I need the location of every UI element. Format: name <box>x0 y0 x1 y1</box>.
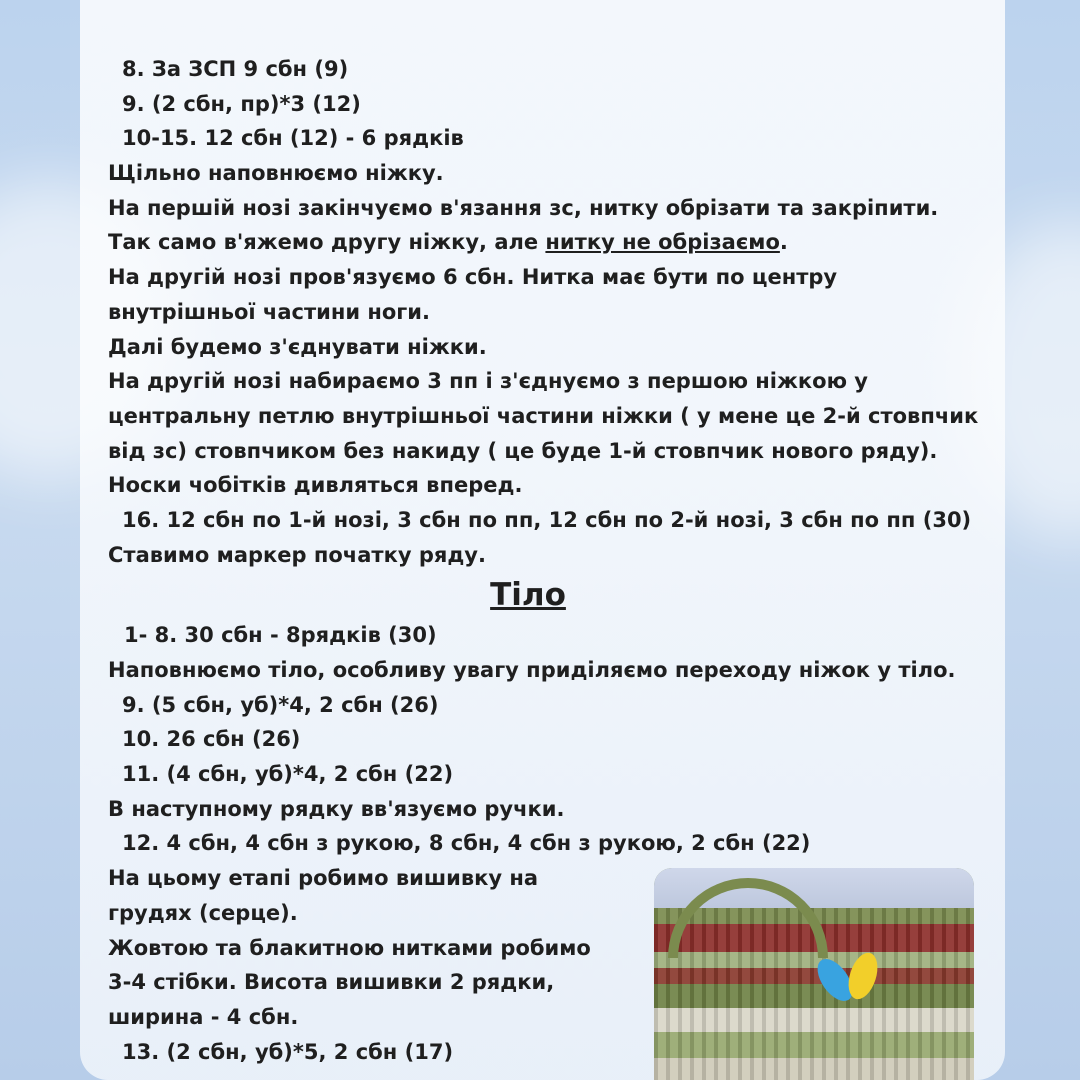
instruction-text: Носки чобітків дивляться вперед. <box>108 473 523 498</box>
instruction-text: На першій нозі закінчуємо в'язання зс, нитку обрізати та закріпити. <box>108 195 939 220</box>
instruction-row: 9. (5 сбн, уб)*4, 2 сбн (26) <box>122 692 439 717</box>
instruction-row: 12. 4 сбн, 4 сбн з рукою, 8 сбн, 4 сбн з рукою, 2 сбн (22) <box>122 831 811 856</box>
instruction-text: Щільно наповнюємо ніжку. <box>108 161 444 186</box>
instruction-text <box>108 225 988 260</box>
section-heading: Тіло <box>490 577 566 614</box>
instruction-text: від зс) стовпчиком без накиду ( це буде 1-й стовпчик нового ряду). <box>108 438 938 463</box>
instruction-text: центральну петлю внутрішньої частини ніжки ( у мене це 2-й стовпчик <box>108 403 979 428</box>
instruction-text: В наступному рядку вв'язуємо ручки. <box>108 796 565 821</box>
instruction-text: На другій нозі пров'язуємо 6 сбн. Нитка має бути по центру <box>108 265 838 290</box>
instruction-text: Ставимо маркер початку ряду. <box>108 542 486 567</box>
instruction-row: 8. За ЗСП 9 сбн (9) <box>122 57 349 81</box>
instruction-text: Жовтою та блакитною нитками робимо <box>108 935 591 960</box>
instruction-text: На другій нозі набираємо 3 пп і з'єднуємо з першою ніжкою у <box>108 369 868 394</box>
underlined-note: нитку не обрізаємо <box>545 230 780 255</box>
instruction-row: 16. 12 сбн по 1-й нозі, 3 сбн по пп, 12 сбн по 2-й нозі, 3 сбн по пп (30) <box>122 507 972 532</box>
instruction-row: 11. (4 сбн, уб)*4, 2 сбн (22) <box>122 762 454 787</box>
instruction-text: 3-4 стібки. Висота вишивки 2 рядки, <box>108 970 555 995</box>
crochet-photo <box>654 868 974 1080</box>
instruction-text: ширина - 4 сбн. <box>108 1004 299 1029</box>
instruction-text: внутрішньої частини ноги. <box>108 299 430 324</box>
instruction-row: 1- 8. 30 сбн - 8рядків (30) <box>124 623 437 648</box>
instruction-text-part: . <box>779 230 788 255</box>
instruction-text: Наповнюємо тіло, особливу увагу приділяємо переходу ніжок у тіло. <box>108 658 956 682</box>
instruction-text: Далі будемо з'єднувати ніжки. <box>108 334 487 359</box>
instruction-row: 13. (2 сбн, уб)*5, 2 сбн (17) <box>122 1039 454 1064</box>
instruction-text: На цьому етапі робимо вишивку на <box>108 866 539 891</box>
instruction-row: 10-15. 12 сбн (12) - 6 рядків <box>122 126 464 151</box>
instruction-text-part: Так само в'яжемо другу ніжку, але <box>108 230 546 255</box>
instruction-text: грудях (серце). <box>108 900 298 925</box>
instruction-row: 10. 26 сбн (26) <box>122 727 301 752</box>
instruction-row: 9. (2 сбн, пр)*3 (12) <box>122 91 361 116</box>
